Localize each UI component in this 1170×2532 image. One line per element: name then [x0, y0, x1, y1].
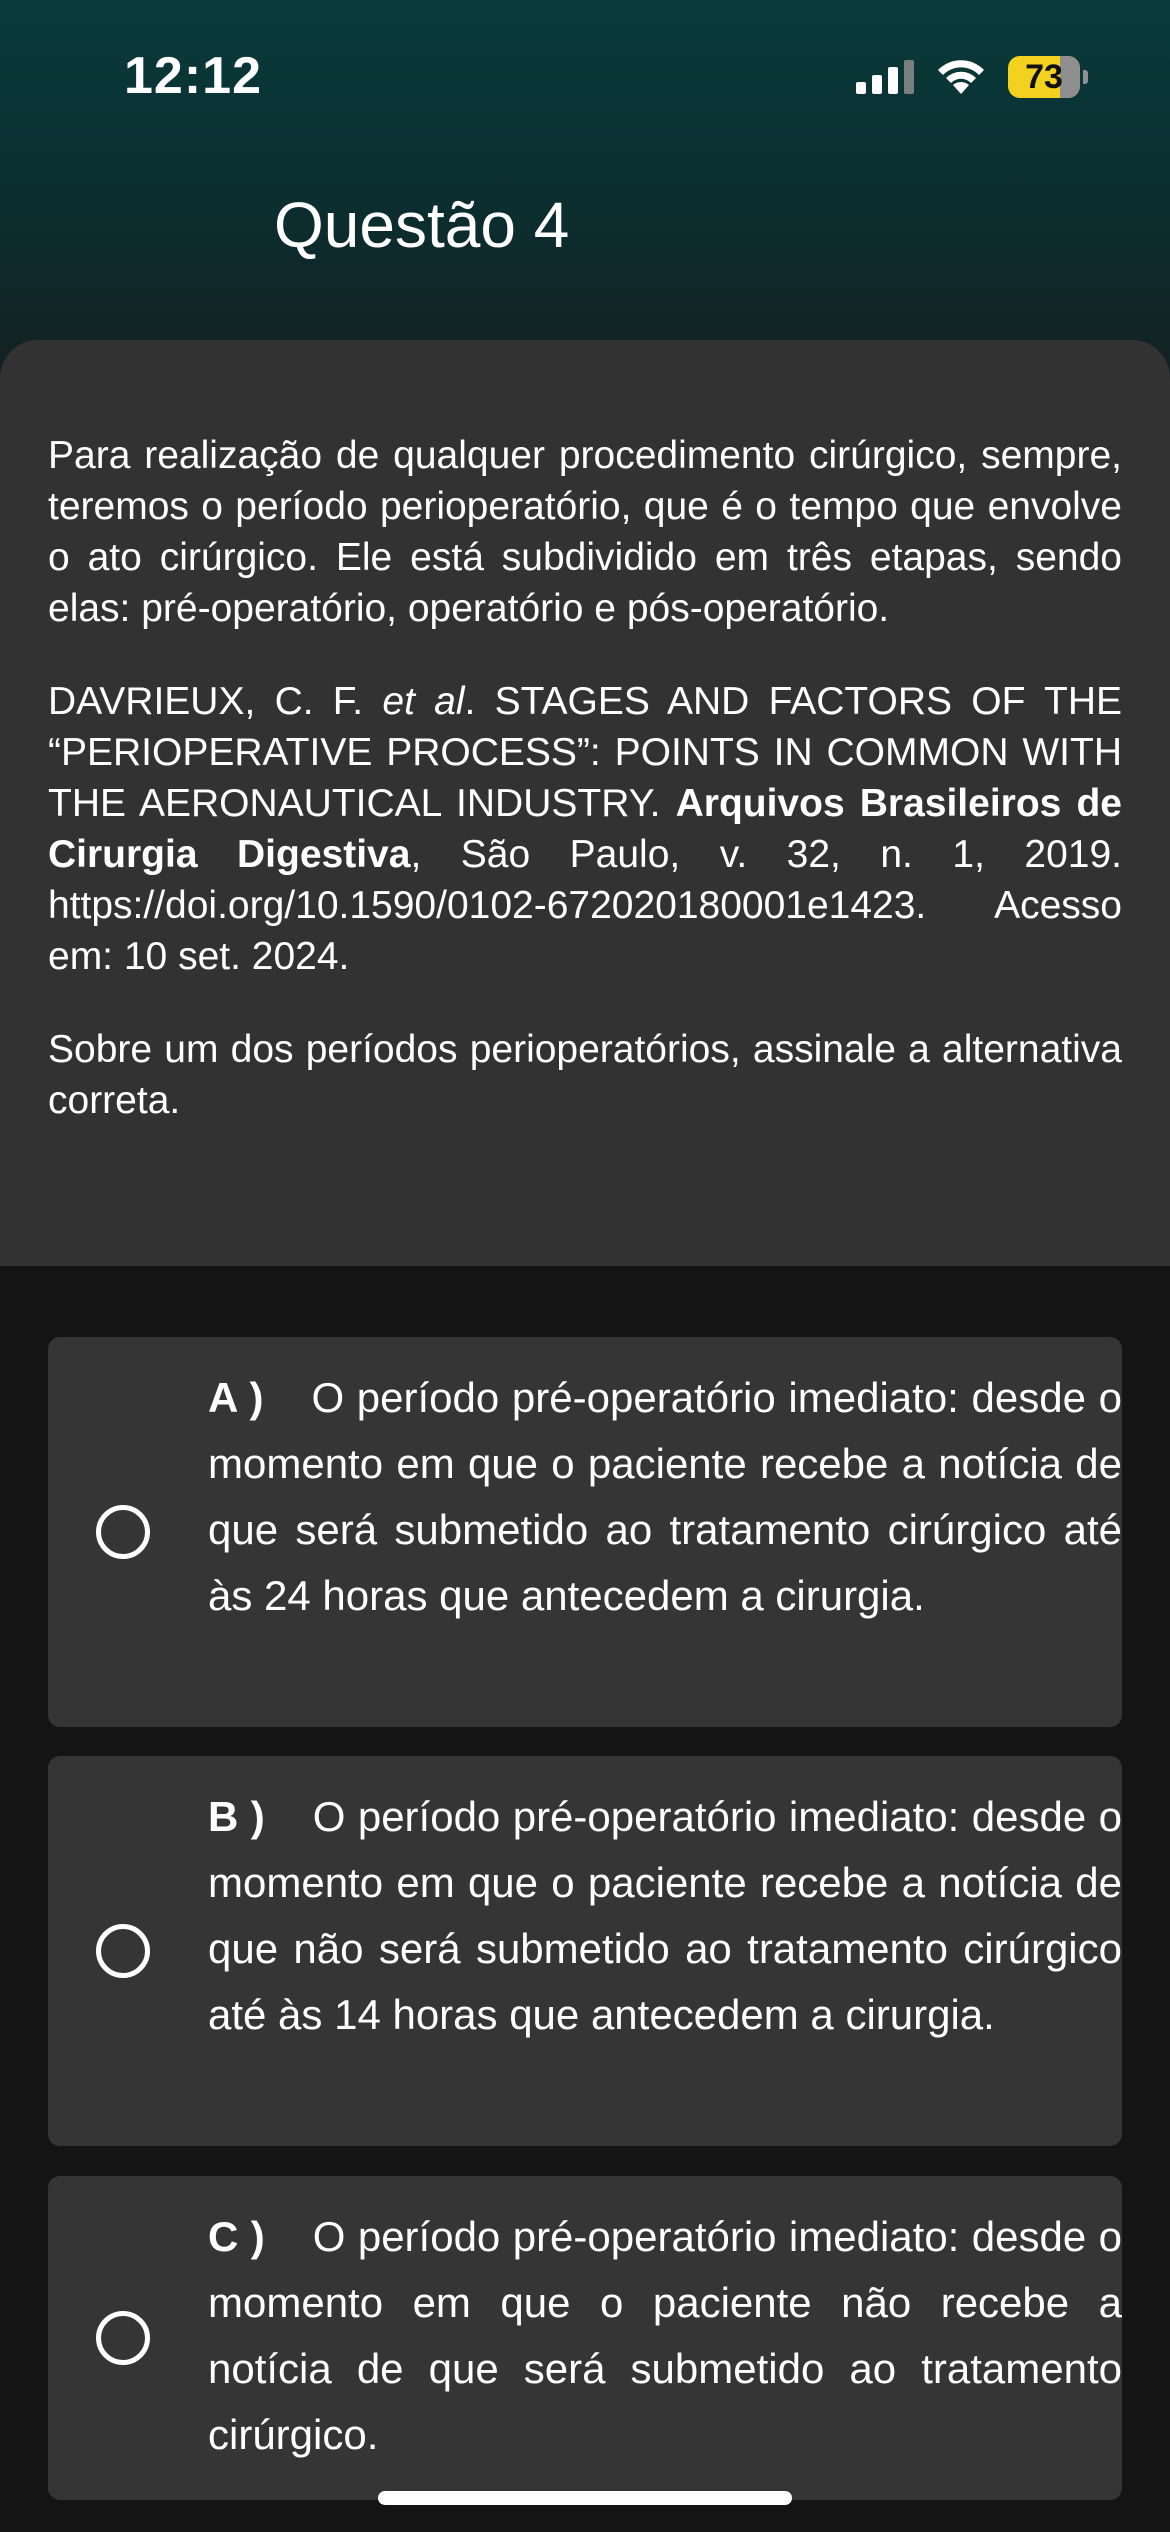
citation-journal: Arquivos Brasileiros de Cirurgia Digestiva [48, 782, 1122, 876]
citation-title: . STAGES AND FACTORS OF THE “PERIOPERATIVE PROCESS”: POINTS IN COMMON WITH THE AERONAUTICAL INDUSTRY. [48, 680, 1122, 825]
question-prompt: Sobre um dos períodos perioperatórios, assinale a alternativa correta. [48, 1028, 1122, 1122]
question-text [48, 430, 1122, 1168]
radio-button-a[interactable] [96, 1505, 150, 1559]
option-c-text [208, 2204, 1122, 2468]
page-title: Questão 4 [274, 189, 570, 261]
option-b[interactable] [48, 1756, 1122, 2146]
home-indicator[interactable] [378, 2491, 792, 2505]
citation-etal: et al [382, 680, 465, 723]
option-a-body: O período pré-operatório imediato: desde o momento em que o paciente recebe a notícia de que será submetido ao tratamento cirúrgico até às 24 horas que antecedem a cirurgia. [208, 1374, 1122, 1619]
option-c-body: O período pré-operatório imediato: desde o momento em que o paciente não recebe a notícia de que será submetido ao tratamento cirúrgico. [208, 2213, 1122, 2458]
radio-button-b[interactable] [96, 1924, 150, 1978]
question-paragraph: Para realização de qualquer procedimento cirúrgico, sempre, teremos o período perioperatório, que é o tempo que envolve o ato cirúrgico. Ele está subdividido em três etapas, sendo elas: pré-operatório, operatório e pós-operatório. [48, 434, 1122, 630]
option-b-body: O período pré-operatório imediato: desde o momento em que o paciente recebe a notícia de que não será submetido ao tratamento cirúrgico até às 14 horas que antecedem a cirurgia. [208, 1793, 1122, 2038]
battery-percent: 73 [1025, 58, 1063, 96]
question-card [0, 340, 1170, 1266]
citation-authors: DAVRIEUX, C. F. [48, 680, 383, 723]
option-a-letter: A ) [208, 1374, 264, 1421]
option-c[interactable] [48, 2176, 1122, 2500]
option-a-text [208, 1365, 1122, 1629]
battery-body [1008, 56, 1080, 98]
status-bar [0, 0, 1170, 150]
battery-icon [1008, 56, 1088, 98]
wifi-icon [934, 56, 988, 96]
battery-tip [1083, 70, 1088, 84]
question-citation [48, 676, 1122, 982]
option-a[interactable] [48, 1337, 1122, 1727]
citation-details: , São Paulo, v. 32, n. 1, 2019. https://doi.org/10.1590/0102-672020180001e1423. Acesso em: 10 set. 2024. [48, 833, 1122, 978]
cellular-signal-icon [856, 60, 914, 94]
status-time: 12:12 [124, 47, 262, 105]
option-b-letter: B ) [208, 1793, 265, 1840]
radio-button-c[interactable] [96, 2311, 150, 2365]
option-c-letter: C ) [208, 2213, 265, 2260]
option-b-text [208, 1784, 1122, 2048]
